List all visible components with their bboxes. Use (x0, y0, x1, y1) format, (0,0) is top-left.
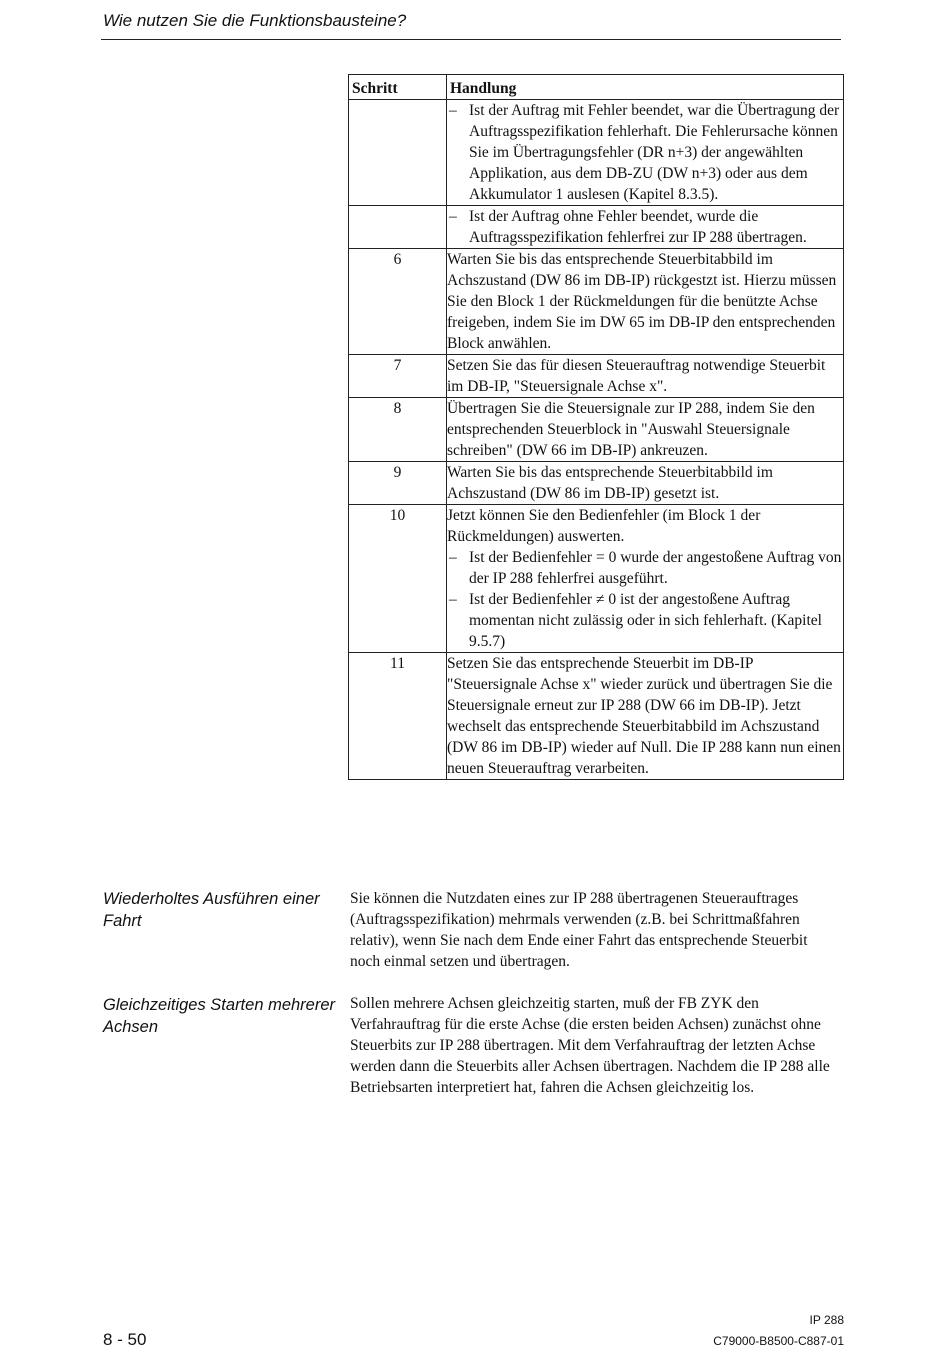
table-row (349, 462, 844, 505)
step-number: 7 (349, 355, 447, 398)
action-text: Jetzt können Sie den Bedienfehler (im Block 1 der Rückmeldungen) auswerten. (447, 507, 761, 545)
section-text-simultaneous-start: Sollen mehrere Achsen gleichzeitig starten, muß der FB ZYK den Verfahrauftrag für die erste Achse (die ersten beiden Achsen) zunächst ohne Steuerbits zur IP 288 übertragen. Mit dem Verfahrauftrag der letzten Achse werden dann die Steuerbits aller Achsen übertragen. Nachdem die IP 288 alle Betriebsarten interpretiert hat, fahren die Achsen gleichzeitig los. (350, 995, 830, 1096)
steps-table (348, 74, 844, 780)
table-row (349, 398, 844, 462)
table-row (349, 355, 844, 398)
step-action (447, 249, 844, 355)
step-number: 10 (349, 505, 447, 653)
step-number: 11 (349, 653, 447, 780)
table-row (349, 249, 844, 355)
table-row (349, 100, 844, 206)
section-label-repeat-run: Wiederholtes Ausführen einer Fahrt (103, 890, 320, 930)
action-text: Warten Sie bis das entsprechende Steuerbitabbild im Achszustand (DW 86 im DB-IP) gesetzt ist. (447, 464, 773, 502)
page-number: 8 - 50 (103, 1330, 147, 1349)
table-row (349, 505, 844, 653)
step-action (447, 462, 844, 505)
footer-document-code: C79000-B8500-C887-01 (713, 1334, 844, 1348)
table-row (349, 206, 844, 249)
dash-list-item: – Ist der Bedienfehler = 0 wurde der angestoßene Auftrag von der IP 288 fehlerfrei ausgeführt. (447, 547, 843, 589)
header-rule (101, 39, 841, 40)
column-header-action: Handlung (447, 75, 844, 100)
step-number (349, 100, 447, 206)
step-action (447, 100, 844, 206)
dash-list-item: – Ist der Bedienfehler ≠ 0 ist der angestoßene Auftrag momentan nicht zulässig oder in sich fehlerhaft. (Kapitel 9.5.7) (447, 589, 843, 652)
step-number: 8 (349, 398, 447, 462)
table-header-row (349, 75, 844, 100)
footer-product: IP 288 (809, 1313, 844, 1327)
action-text: Setzen Sie das entsprechende Steuerbit im DB-IP "Steuersignale Achse x" wieder zurück und übertragen Sie die Steuersignale erneut zur IP 288 (DW 66 im DB-IP). Jetzt wechselt das entsprechende Steuerbitabbild im Achszustand (DW 86 im DB-IP) wieder auf Null. Die IP 288 kann nun einen neuen Steuerauftrag verarbeiten. (447, 655, 841, 777)
step-action (447, 398, 844, 462)
step-number (349, 206, 447, 249)
step-action (447, 653, 844, 780)
step-action (447, 355, 844, 398)
step-action (447, 505, 844, 653)
table-body (349, 100, 844, 780)
action-text: Warten Sie bis das entsprechende Steuerbitabbild im Achszustand (DW 86 im DB-IP) rückgestzt ist. Hierzu müssen Sie den Block 1 der Rückmeldungen für die benützte Achse freigeben, indem Sie im DW 65 im DB-IP den entsprechenden Block anwählen. (447, 251, 837, 352)
section-label-simultaneous-start: Gleichzeitiges Starten mehrerer Achsen (103, 996, 336, 1036)
table-row (349, 653, 844, 780)
section-text-repeat-run: Sie können die Nutzdaten eines zur IP 288 übertragenen Steuerauftrages (Auftragsspezifikation) mehrmals verwenden (z.B. bei Schrittmaßfahren relativ), wenn Sie nach dem Ende einer Fahrt das entsprechende Steuerbit noch einmal setzen und übertragen. (350, 890, 808, 970)
page-header-title: Wie nutzen Sie die Funktionsbausteine? (103, 11, 407, 30)
step-number: 6 (349, 249, 447, 355)
dash-list-item: – Ist der Auftrag ohne Fehler beendet, wurde die Auftragsspezifikation fehlerfrei zur IP 288 übertragen. (447, 206, 843, 248)
action-text: Übertragen Sie die Steuersignale zur IP 288, indem Sie den entsprechenden Steuerblock in "Auswahl Steuersignale schreiben" (DW 66 im DB-IP) ankreuzen. (447, 400, 815, 459)
step-number: 9 (349, 462, 447, 505)
step-action (447, 206, 844, 249)
dash-list-item: – Ist der Auftrag mit Fehler beendet, war die Übertragung der Auftragsspezifikation fehlerhaft. Die Fehlerursache können Sie im Übertragungsfehler (DR n+3) der angewählten Applikation, aus dem DB-ZU (DW n+3) oder aus dem Akkumulator 1 auslesen (Kapitel 8.3.5). (447, 100, 843, 205)
action-text: Setzen Sie das für diesen Steuerauftrag notwendige Steuerbit im DB-IP, "Steuersignale Achse x". (447, 357, 826, 395)
column-header-step: Schritt (349, 75, 447, 100)
